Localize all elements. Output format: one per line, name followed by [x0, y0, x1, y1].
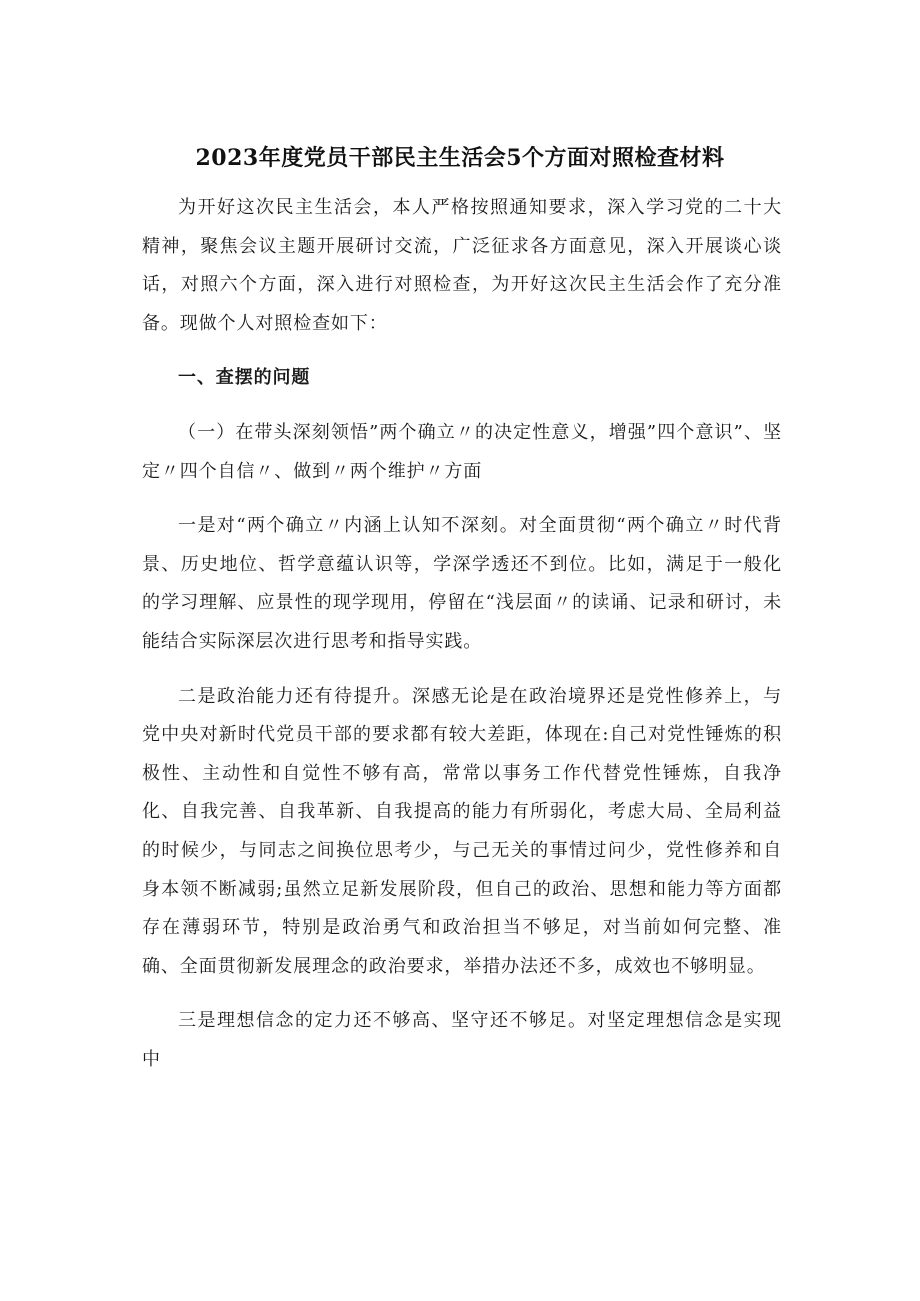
- document-title: 2023年度党员干部民主生活会5个方面对照检查材料: [195, 145, 725, 171]
- point-paragraph-1: 一是对“两个确立〃内涵上认知不深刻。对全面贯彻“两个确立〃时代背景、历史地位、哲学意蕴认识等，学深学透还不到位。比如，满足于一般化的学习理解、应景性的现学现用，停留在“浅层面〃的读诵、记录和研讨，未能结合实际深层次进行思考和指导实践。: [142, 515, 782, 652]
- intro-paragraph: 为开好这次民主生活会，本人严格按照通知要求，深入学习党的二十大精神，聚焦会议主题开展研讨交流，广泛征求各方面意见，深入开展谈心谈话，对照六个方面，深入进行对照检查，为开好这次民主生活会作了充分准备。现做个人对照检查如下：: [142, 197, 782, 334]
- document-body: [142, 189, 782, 1079]
- subsection-heading: （一）在带头深刻领悟”两个确立〃的决定性意义，增强”四个意识”、坚定〃四个自信〃、做到〃两个维护〃方面: [142, 421, 782, 482]
- point-paragraph-3: 三是理想信念的定力还不够高、坚守还不够足。对坚定理想信念是实现中: [142, 1010, 782, 1070]
- point-paragraph-2: 二是政治能力还有待提升。深感无论是在政治境界还是党性修养上，与党中央对新时代党员干部的要求都有较大差距，体现在:自己对党性锤炼的积极性、主动性和自觉性不够有高，常常以事务工作代替党性锤炼，自我净化、自我完善、自我革新、自我提高的能力有所弱化，考虑大局、全局利益的时候少，与同志之间换位思考少，与己无关的事情过问少，党性修养和自身本领不断减弱;虽然立足新发展阶段，但自己的政治、思想和能力等方面都存在薄弱环节，特别是政治勇气和政治担当不够足，对当前如何完整、准确、全面贯彻新发展理念的政治要求，举措办法还不多，成效也不够明显。: [142, 685, 782, 977]
- section-heading: 一、查摆的问题: [178, 367, 311, 389]
